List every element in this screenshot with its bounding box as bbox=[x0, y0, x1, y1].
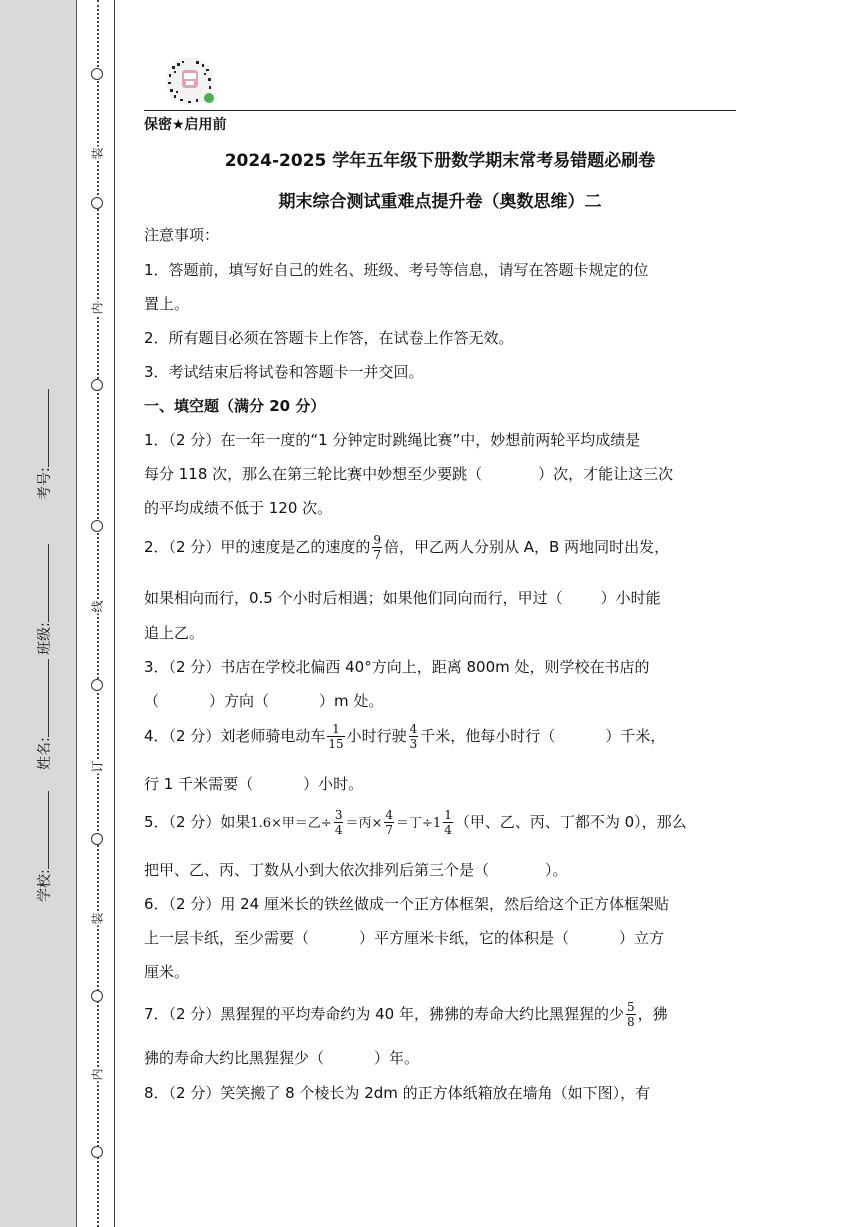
q4-text: 行 1 千米需要（ bbox=[144, 775, 254, 793]
q3-text: ）方向（ bbox=[209, 692, 270, 710]
seal-char-nei: 内 bbox=[90, 302, 105, 315]
fraction bbox=[372, 533, 382, 562]
question-7 bbox=[144, 1000, 668, 1029]
seal-char-xian: 线 bbox=[90, 600, 105, 613]
fraction-numerator: 1 bbox=[444, 808, 452, 822]
question-7-line2 bbox=[144, 1047, 419, 1068]
q6-text: ）立方 bbox=[619, 929, 665, 947]
question-2-line2 bbox=[144, 587, 661, 608]
exam-subtitle: 期末综合测试重难点提升卷（奥数思维）二 bbox=[278, 192, 602, 212]
fraction-denominator: 7 bbox=[385, 823, 394, 837]
header-rule bbox=[144, 110, 736, 111]
seal-circle bbox=[91, 679, 103, 691]
q2-text: 倍，甲乙两人分别从 A，B 两地同时出发， bbox=[384, 538, 670, 556]
seal-circle bbox=[91, 68, 103, 80]
fraction-denominator: 3 bbox=[409, 737, 418, 751]
question-2-line3: 追上乙。 bbox=[144, 624, 205, 642]
confidential-label: 保密★启用前 bbox=[144, 117, 227, 133]
seal-circle bbox=[91, 379, 103, 391]
seal-char-nei: 内 bbox=[90, 1068, 105, 1081]
question-4-line2 bbox=[144, 773, 363, 794]
section-heading: 一、填空题（满分 20 分） bbox=[144, 397, 326, 415]
fraction-denominator: 7 bbox=[373, 548, 381, 562]
note-3: 3．考试结束后将试卷和答题卡一并交回。 bbox=[144, 363, 424, 381]
question-3-line2 bbox=[144, 690, 383, 711]
q3-text: （ bbox=[144, 692, 160, 710]
question-6-line3: 厘米。 bbox=[144, 963, 190, 981]
exam-number-blank[interactable] bbox=[38, 389, 49, 467]
note-1-cont: 置上。 bbox=[144, 295, 190, 313]
q2-text: 如果相向而行，0.5 个小时后相遇；如果他们同向而行，甲过（ bbox=[144, 589, 563, 607]
q5-expression: ＝丁÷1 bbox=[396, 816, 442, 831]
fraction-denominator: 8 bbox=[626, 1015, 635, 1029]
q6-text: 上一层卡纸，至少需要（ bbox=[144, 929, 310, 947]
q5-text: 把甲、乙、丙、丁数从小到大依次排列后第三个是（ bbox=[144, 861, 490, 879]
fraction-numerator: 4 bbox=[409, 722, 418, 736]
question-5 bbox=[144, 808, 687, 837]
class-blank[interactable] bbox=[38, 544, 49, 622]
school-blank[interactable] bbox=[38, 791, 49, 869]
question-5-line2 bbox=[144, 859, 568, 880]
question-4 bbox=[144, 722, 665, 751]
exam-title: 2024-2025 学年五年级下册数学期末常考易错题必刷卷 bbox=[224, 151, 656, 171]
seal-char-ding: 订 bbox=[90, 760, 105, 773]
q1-text: ）次，才能让这三次 bbox=[538, 465, 674, 483]
q4-text: ）小时。 bbox=[303, 775, 364, 793]
name-blank[interactable] bbox=[38, 659, 49, 737]
class-field[interactable] bbox=[34, 515, 54, 655]
seal-dotted-line bbox=[97, 0, 99, 1227]
note-1: 1．答题前，填写好自己的姓名、班级、考号等信息，请写在答题卡规定的位 bbox=[144, 261, 649, 279]
q1-text: 每分 118 次，那么在第三轮比赛中妙想至少要跳（ bbox=[144, 465, 483, 483]
name-label: 姓名: bbox=[37, 737, 53, 770]
fraction bbox=[327, 722, 344, 751]
question-3: 3．（2 分）书店在学校北偏西 40°方向上，距离 800m 处，则学校在书店的 bbox=[144, 658, 650, 676]
exam-number-label: 考号: bbox=[37, 467, 53, 500]
q7-text: ，狒 bbox=[637, 1005, 668, 1023]
question-1-line2 bbox=[144, 463, 673, 484]
question-6-line2 bbox=[144, 927, 664, 948]
q4-text: 千米，他每小时行（ bbox=[420, 727, 556, 745]
q2-text: ）小时能 bbox=[600, 589, 661, 607]
q3-text: ）m 处。 bbox=[319, 692, 384, 710]
question-1-line3: 的平均成绩不低于 120 次。 bbox=[144, 499, 333, 517]
school-field[interactable] bbox=[34, 762, 54, 902]
fraction-denominator: 4 bbox=[334, 823, 343, 837]
q7-text: 7．（2 分）黑猩猩的平均寿命约为 40 年，狒狒的寿命大约比黑猩猩的少 bbox=[144, 1005, 624, 1023]
q4-text: 小时行驶 bbox=[346, 727, 407, 745]
school-label: 学校: bbox=[37, 869, 53, 902]
q4-text: ）千米， bbox=[605, 727, 666, 745]
q6-text: ）平方厘米卡纸，它的体积是（ bbox=[359, 929, 570, 947]
q7-text: 狒的寿命大约比黑猩猩少（ bbox=[144, 1049, 325, 1067]
fraction-numerator: 3 bbox=[334, 808, 343, 822]
seal-char-zhuang: 装 bbox=[90, 147, 105, 160]
fraction bbox=[409, 722, 419, 751]
q5-text: ）。 bbox=[545, 861, 568, 879]
q5-text: （甲、乙、丙、丁都不为 0），那么 bbox=[454, 813, 687, 831]
q5-expression: ＝丙× bbox=[345, 816, 383, 831]
note-2: 2．所有题目必须在答题卡上作答，在试卷上作答无效。 bbox=[144, 329, 514, 347]
qr-code-image bbox=[162, 54, 220, 108]
q5-text: 5．（2 分）如果 bbox=[144, 813, 251, 831]
fraction-denominator: 4 bbox=[444, 823, 452, 837]
question-8: 8．（2 分）笑笑搬了 8 个棱长为 2dm 的正方体纸箱放在墙角（如下图），有 bbox=[144, 1084, 651, 1102]
fraction-denominator: 15 bbox=[328, 737, 344, 751]
fraction bbox=[384, 808, 394, 837]
seal-circle bbox=[91, 197, 103, 209]
fraction bbox=[334, 808, 344, 837]
q7-text: ）年。 bbox=[374, 1049, 420, 1067]
binding-edge-line bbox=[76, 0, 77, 1227]
notes-heading: 注意事项： bbox=[144, 226, 220, 244]
question-2 bbox=[144, 533, 669, 562]
seal-circle bbox=[91, 833, 103, 845]
q2-text: 2．（2 分）甲的速度是乙的速度的 bbox=[144, 538, 371, 556]
seal-circle bbox=[91, 520, 103, 532]
content-border-line bbox=[114, 0, 115, 1227]
seal-circle bbox=[91, 1146, 103, 1158]
fraction-numerator: 9 bbox=[373, 533, 381, 547]
fraction bbox=[443, 808, 453, 837]
seal-circle bbox=[91, 990, 103, 1002]
fraction-numerator: 1 bbox=[327, 722, 344, 737]
question-1: 1．（2 分）在一年一度的“1 分钟定时跳绳比赛”中，妙想前两轮平均成绩是 bbox=[144, 431, 641, 449]
class-label: 班级: bbox=[37, 622, 53, 655]
fraction bbox=[626, 1000, 636, 1029]
exam-number-field[interactable] bbox=[34, 360, 54, 500]
seal-char-zhuang: 装 bbox=[90, 912, 105, 925]
q4-text: 4．（2 分）刘老师骑电动车 bbox=[144, 727, 326, 745]
q5-expression: 1.6×甲＝乙÷ bbox=[250, 816, 332, 831]
fraction-numerator: 4 bbox=[385, 808, 394, 822]
question-6: 6．（2 分）用 24 厘米长的铁丝做成一个正方体框架，然后给这个正方体框架贴 bbox=[144, 895, 669, 913]
fraction-numerator: 5 bbox=[626, 1000, 635, 1014]
